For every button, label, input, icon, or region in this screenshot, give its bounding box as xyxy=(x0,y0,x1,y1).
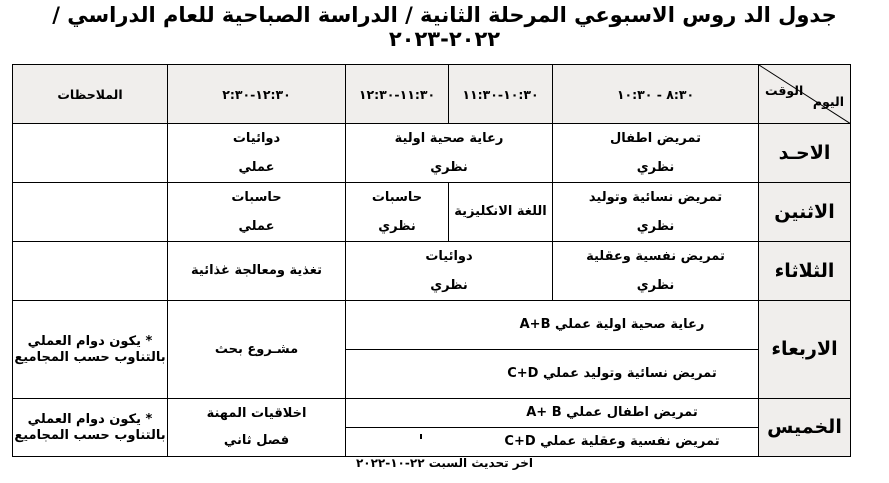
wednesday-row1: رعاية صحية اولية عملي A+B xyxy=(346,301,759,350)
row-sunday xyxy=(13,124,851,183)
row-wednesday-a xyxy=(13,301,851,350)
row-monday xyxy=(13,183,851,242)
header-corner-cell xyxy=(759,65,851,124)
header-slot3: ١١:٣٠-١٢:٣٠ xyxy=(346,65,449,124)
thursday-slot4: اخلاقيات المهنة فصل ثاني xyxy=(168,399,346,457)
sunday-slot23: رعاية صحية اولية نظري xyxy=(346,124,553,183)
thursday-row1: تمريض اطفال عملي A+ B xyxy=(346,399,759,428)
day-tuesday: الثلاثاء xyxy=(759,242,851,301)
page-title: جدول الد روس الاسبوعي المرحلة الثانية / الدراسة الصباحية للعام الدراسي /٢٠٢٢-٢٠٢٣ xyxy=(52,3,837,51)
monday-slot1: تمريض نسائية وتوليد نظري xyxy=(553,183,759,242)
schedule-table xyxy=(12,64,851,457)
corner-time-label: الوقت xyxy=(765,83,804,98)
sunday-slot1: تمريض اطفال نظري xyxy=(553,124,759,183)
sunday-slot4: دوائيات عملي xyxy=(168,124,346,183)
sunday-notes xyxy=(13,124,168,183)
day-wednesday: الاربعاء xyxy=(759,301,851,399)
monday-slot3: حاسبات نظري xyxy=(346,183,449,242)
thursday-row2: تمريض نفسية وعقلية عملي C+D xyxy=(346,428,759,457)
monday-slot2: اللغة الانكليزية xyxy=(449,183,553,242)
thursday-notes: * يكون دوام العملي بالتناوب حسب المجاميع xyxy=(13,399,168,457)
corner-day-label: اليوم xyxy=(812,94,844,109)
day-monday: الاثنين xyxy=(759,183,851,242)
last-updated: اخر تحديث السبت ٢٢-١٠-٢٠٢٢ xyxy=(355,456,534,470)
monday-slot4: حاسبات عملي xyxy=(168,183,346,242)
header-notes: الملاحظات xyxy=(13,65,168,124)
tuesday-notes xyxy=(13,242,168,301)
tuesday-slot1: تمريض نفسية وعقلية نظري xyxy=(553,242,759,301)
header-slot1: ٨:٣٠ - ١٠:٣٠ xyxy=(553,65,759,124)
header-row xyxy=(13,65,851,124)
tuesday-slot23: دوائيات نظري xyxy=(346,242,553,301)
row-tuesday xyxy=(13,242,851,301)
header-slot4: ١٢:٣٠-٢:٣٠ xyxy=(168,65,346,124)
header-slot2: ١٠:٣٠-١١:٣٠ xyxy=(449,65,553,124)
tuesday-slot4: تغذية ومعالجة غذائية xyxy=(168,242,346,301)
wednesday-slot4: مشـروع بحث xyxy=(168,301,346,399)
row-thursday-a xyxy=(13,399,851,428)
table-tick-mark xyxy=(420,434,422,439)
day-sunday: الاحـد xyxy=(759,124,851,183)
day-thursday: الخميس xyxy=(759,399,851,457)
wednesday-row2: تمريض نسائية وتوليد عملي C+D xyxy=(346,350,759,399)
monday-notes xyxy=(13,183,168,242)
wednesday-notes: * يكون دوام العملي بالتناوب حسب المجاميع xyxy=(13,301,168,399)
